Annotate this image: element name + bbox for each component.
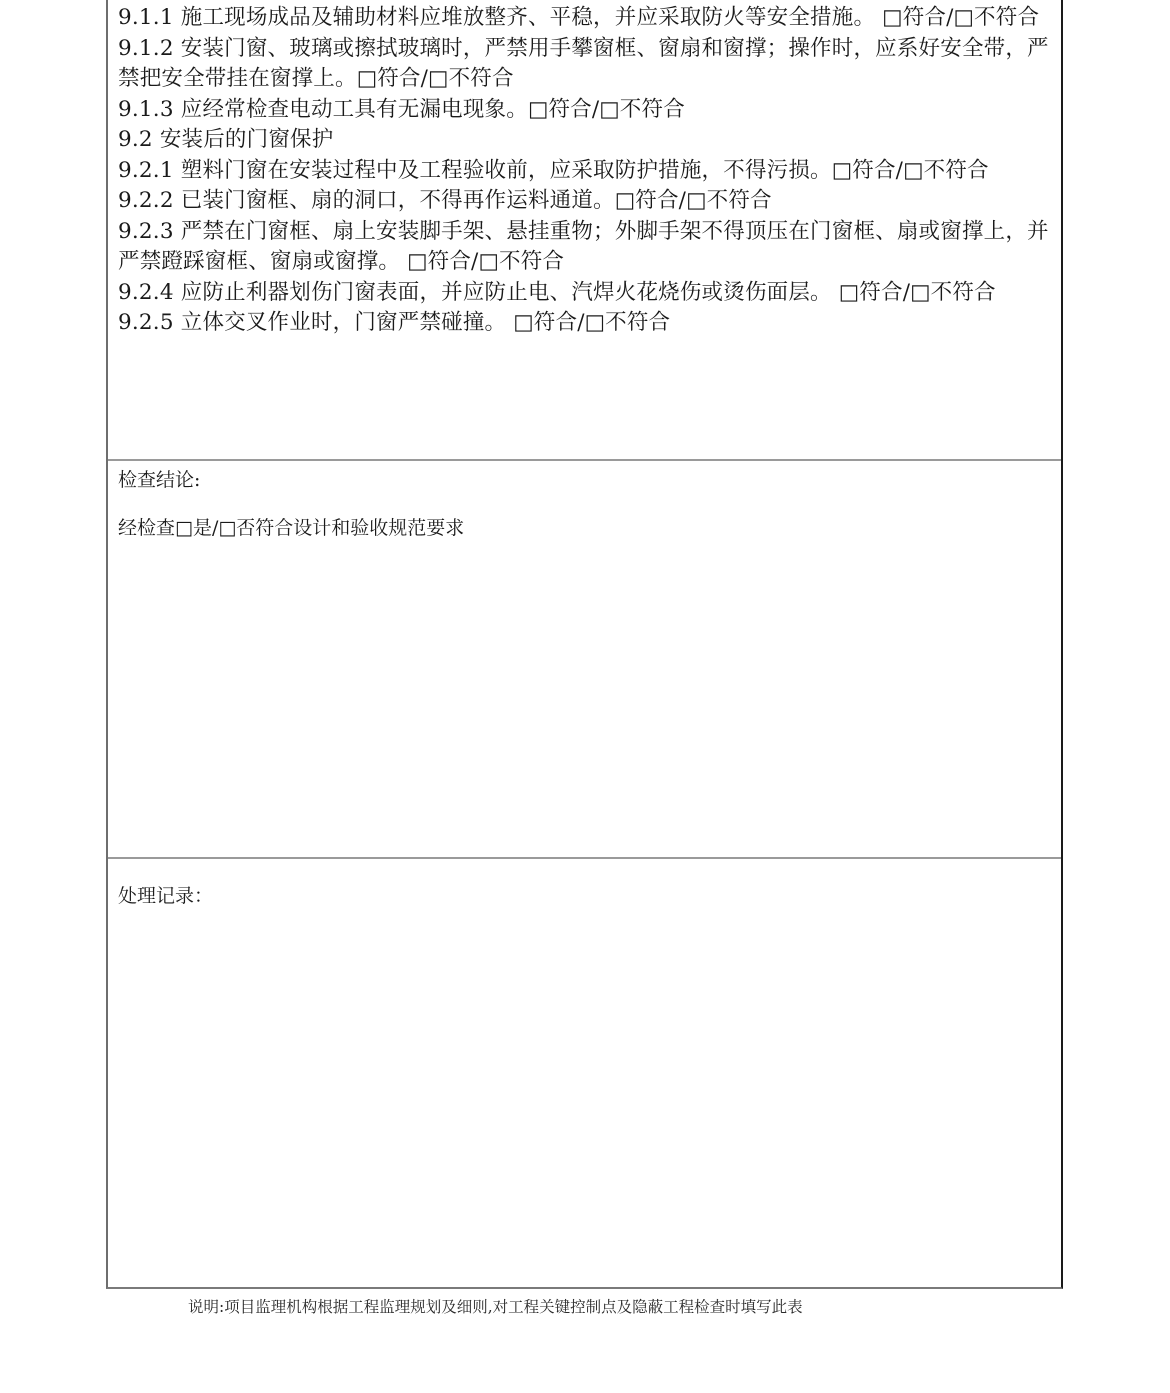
records-section [108, 859, 1061, 1287]
heading-9-2: 9.2 安装后的门窗保护 [118, 127, 334, 152]
item-9-2-4: 9.2.4 应防止利器划伤门窗表面，并应防止电、汽焊火花烧伤或烫伤面层。 □符合/□不符合 [118, 279, 996, 305]
item-9-2-2: 9.2.2 已装门窗框、扇的洞口，不得再作运料通道。□符合/□不符合 [118, 188, 772, 213]
conclusion-section [108, 461, 1061, 859]
item-9-2-1: 9.2.1 塑料门窗在安装过程中及工程验收前，应采取防护措施，不得污损。□符合/□不符合 [118, 157, 989, 183]
item-9-1-3: 9.1.3 应经常检查电动工具有无漏电现象。□符合/□不符合 [118, 96, 685, 122]
item-9-2-3: 9.2.3 严禁在门窗框、扇上安装脚手架、悬挂重物；外脚手架不得顶压在门窗框、扇或窗撑上，并严禁蹬踩窗框、窗扇或窗撑。 □符合/□不符合 [118, 218, 1049, 274]
item-9-2-5: 9.2.5 立体交叉作业时，门窗严禁碰撞。 □符合/□不符合 [118, 310, 671, 335]
item-9-1-1: 9.1.1 施工现场成品及辅助材料应堆放整齐、平稳，并应采取防火等安全措施。 □符合/□不符合 [118, 5, 1040, 30]
conclusion-label: 检查结论: [118, 469, 201, 491]
item-9-1-2: 9.1.2 安装门窗、玻璃或擦拭玻璃时，严禁用手攀窗框、窗扇和窗撑；操作时，应系好安全带，严禁把安全带挂在窗撑上。□符合/□不符合 [118, 35, 1049, 91]
conclusion-text: 经检查□是/□否符合设计和验收规范要求 [118, 517, 465, 539]
footnote: 说明:项目监理机构根据工程监理规划及细则,对工程关键控制点及隐蔽工程检查时填写此表 [188, 1298, 803, 1316]
inspection-items-section [108, 0, 1061, 461]
records-label: 处理记录： [118, 885, 214, 907]
inspection-form-table [106, 0, 1063, 1289]
